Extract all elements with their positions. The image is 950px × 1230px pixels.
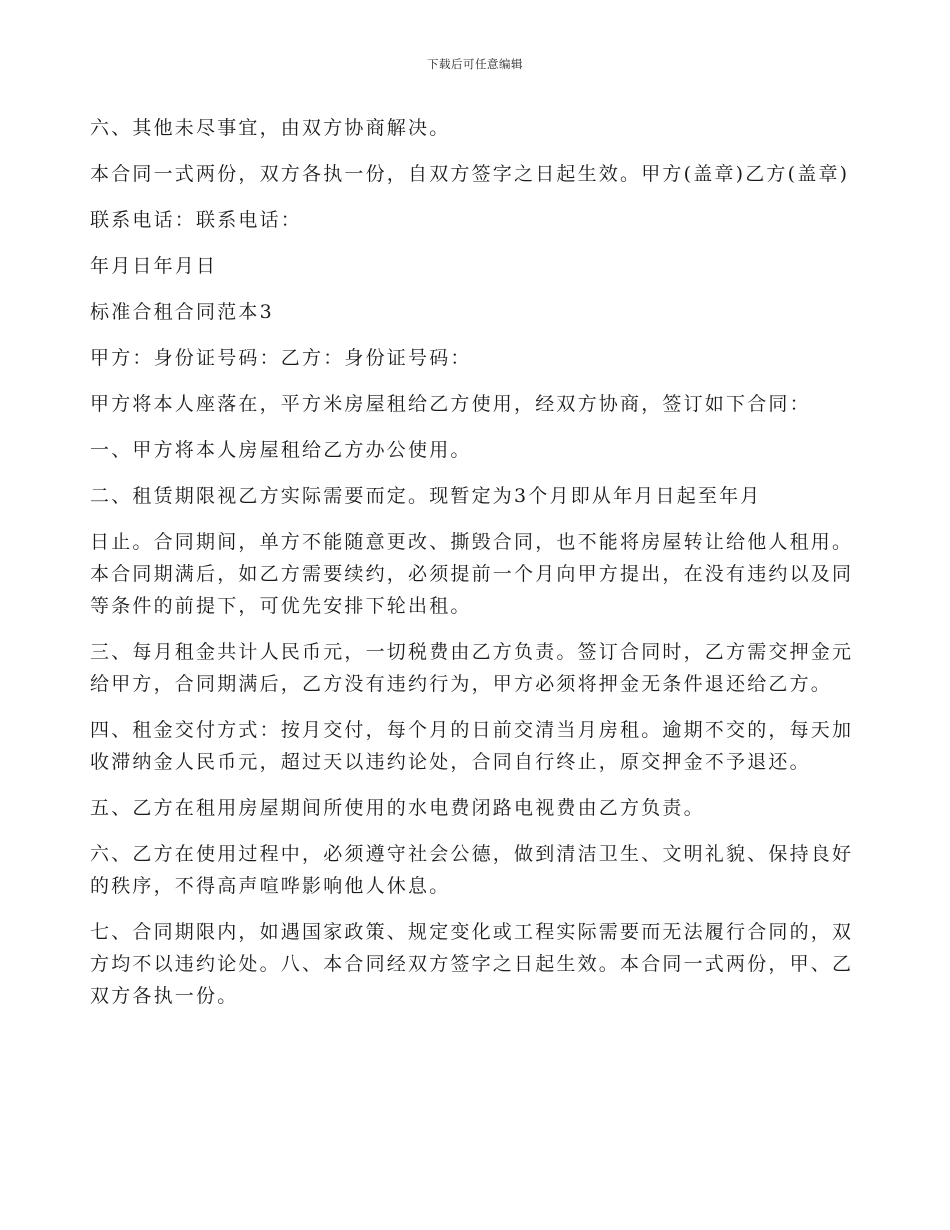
clause-7-8: 七、合同期限内，如遇国家政策、规定变化或工程实际需要而无法履行合同的，双方均不以违约论处。八、本合同经双方签字之日起生效。本合同一式两份，甲、乙双方各执一份。 <box>90 921 854 1007</box>
paragraph-other-matters: 六、其他未尽事宜，由双方协商解决。 <box>90 117 451 139</box>
clause-2: 二、租赁期限视乙方实际需要而定。现暂定为3个月即从年月日起至年月 <box>90 485 762 507</box>
clause-1: 一、甲方将本人房屋租给乙方办公使用。 <box>90 439 472 461</box>
paragraph-parties-id: 甲方：身份证号码：乙方：身份证号码： <box>90 347 472 369</box>
paragraph-copies-effect: 本合同一式两份，双方各执一份，自双方签字之日起生效。甲方(盖章)乙方(盖章) <box>90 163 850 185</box>
clause-3: 三、每月租金共计人民币元，一切税费由乙方负责。签订合同时，乙方需交押金元给甲方，合同期满后，乙方没有违约行为，甲方必须将押金无条件退还给乙方。 <box>90 641 854 695</box>
paragraph-contact-phone: 联系电话：联系电话： <box>90 209 303 231</box>
document-body <box>90 112 860 1026</box>
section-title: 标准合租合同范本3 <box>90 301 274 323</box>
clause-5: 五、乙方在租用房屋期间所使用的水电费闭路电视费由乙方负责。 <box>90 797 705 819</box>
page-header-note: 下载后可任意编辑 <box>427 57 523 71</box>
clause-6: 六、乙方在使用过程中，必须遵守社会公德，做到清洁卫生、文明礼貌、保持良好的秩序，不得高声喧哗影响他人休息。 <box>90 843 854 897</box>
clause-2-continued: 日止。合同期间，单方不能随意更改、撕毁合同，也不能将房屋转让给他人租用。本合同期满后，如乙方需要续约，必须提前一个月向甲方提出，在没有违约以及同等条件的前提下，可优先安排下轮出租。 <box>90 531 854 617</box>
paragraph-preamble: 甲方将本人座落在，平方米房屋租给乙方使用，经双方协商，签订如下合同： <box>90 393 811 415</box>
paragraph-dates: 年月日年月日 <box>90 255 218 277</box>
clause-4: 四、租金交付方式：按月交付，每个月的日前交清当月房租。逾期不交的，每天加收滞纳金人民币元，超过天以违约论处，合同自行终止，原交押金不予退还。 <box>90 719 854 773</box>
